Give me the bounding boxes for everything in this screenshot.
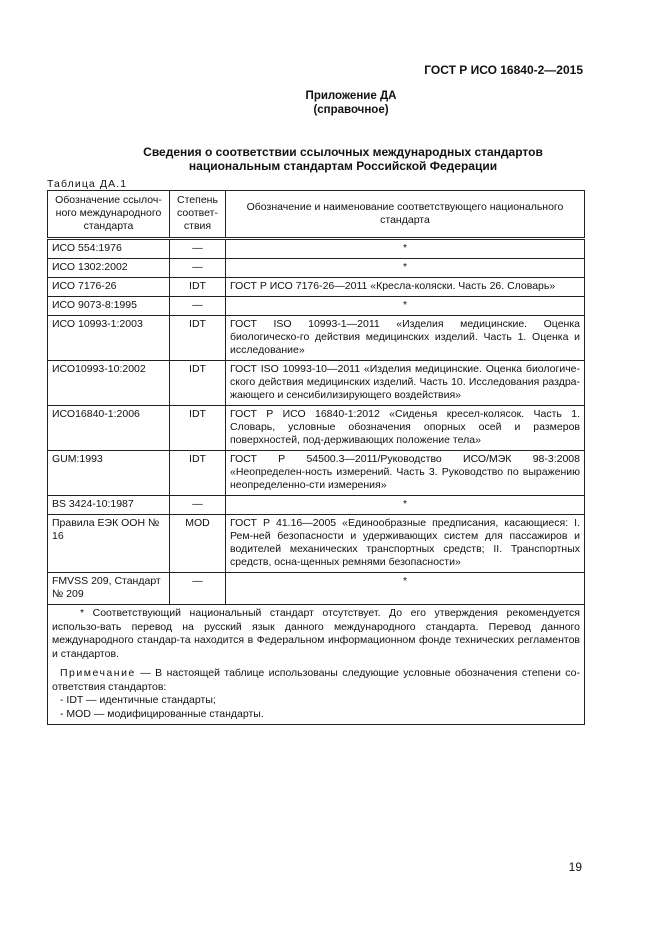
cell-degree: — [170, 573, 226, 605]
cell-national: ГОСТ Р 41.16—2005 «Единообразные предписания, касающиеся: I. Рем-ней безопасности и удерживающих систем для пассажиров и водителей механических транспортных средств; II. Транспортных средств, осна-щенных ремнями безопасности» [226, 515, 585, 573]
annex-heading [0, 89, 662, 117]
title-line-1: Сведения о соответствии ссылочных международных стандартов [143, 145, 543, 159]
cell-standard: ИСО10993-10:2002 [48, 361, 170, 406]
cell-degree: IDT [170, 451, 226, 496]
table-row [48, 451, 585, 496]
cell-degree: — [170, 297, 226, 316]
table-row [48, 573, 585, 605]
cell-degree: — [170, 239, 226, 259]
table-row [48, 259, 585, 278]
cell-national: * [226, 297, 585, 316]
header-international-standard: Обозначение ссылоч-ного международного стандарта [48, 191, 170, 239]
table-notes-row [48, 605, 585, 725]
cell-standard: ИСО 7176-26 [48, 278, 170, 297]
cell-standard: GUM:1993 [48, 451, 170, 496]
note-paragraph [52, 667, 580, 694]
document-code: ГОСТ Р ИСО 16840-2—2015 [424, 63, 583, 77]
table-row [48, 361, 585, 406]
header-degree: Степень соответ-ствия [170, 191, 226, 239]
cell-degree: IDT [170, 406, 226, 451]
cell-national: ГОСТ ISO 10993-10—2011 «Изделия медицинские. Оценка биологиче-ского действия медицинских изделий. Часть 10. Исследования раздра-жающего и сенсибилизирующего воздействия» [226, 361, 585, 406]
table-row [48, 278, 585, 297]
cell-degree: MOD [170, 515, 226, 573]
cell-national: ГОСТ Р ИСО 7176-26—2011 «Кресла-коляски. Часть 26. Словарь» [226, 278, 585, 297]
note-item-idt: - IDT — идентичные стандарты; [60, 694, 216, 706]
cell-degree: IDT [170, 316, 226, 361]
title-line-2: национальным стандартам Российской Федерации [188, 159, 498, 173]
cell-standard: ИСО 1302:2002 [48, 259, 170, 278]
cell-standard: BS 3424-10:1987 [48, 496, 170, 515]
note-label: Примечание [60, 667, 136, 679]
cell-national: * [226, 259, 585, 278]
cell-standard: ИСО16840-1:2006 [48, 406, 170, 451]
table-notes [48, 605, 585, 725]
table-row [48, 406, 585, 451]
note-text: — В настоящей таблице использованы следующие условные обозначения степени со-ответствия стандартов: [52, 667, 580, 693]
table-row [48, 239, 585, 259]
cell-national: * [226, 239, 585, 259]
cell-standard: ИСО 10993-1:2003 [48, 316, 170, 361]
table-header-row [48, 191, 585, 239]
cell-national: * [226, 573, 585, 605]
table-row [48, 496, 585, 515]
standards-table [47, 190, 585, 725]
footnote-text: * Соответствующий национальный стандарт отсутствует. До его утверждения рекомендуется использо-вать перевод на русский язык данного международного стандарта. Перевод данного международного стандар-та находится в Федеральном информационном фонде технических регламентов и стандартов. [52, 607, 580, 660]
page-number: 19 [568, 860, 582, 874]
table-row [48, 297, 585, 316]
cell-degree: — [170, 496, 226, 515]
cell-degree: IDT [170, 278, 226, 297]
cell-national: ГОСТ Р ИСО 16840-1:2012 «Сиденья кресел-колясок. Часть 1. Словарь, условные обозначения опорных осей и размеров поверхностей, под-держивающих положение тела» [226, 406, 585, 451]
table-caption: Таблица ДА.1 [47, 178, 128, 190]
header-national-standard: Обозначение и наименование соответствующего национального стандарта [226, 191, 585, 239]
table-row [48, 316, 585, 361]
cell-national: ГОСТ Р 54500.3—2011/Руководство ИСО/МЭК 98-3:2008 «Неопределен-ность измерений. Часть 3. Руководство по выражению неопределенно-сти измерения» [226, 451, 585, 496]
cell-standard: ИСО 9073-8:1995 [48, 297, 170, 316]
cell-standard: FMVSS 209, Стандарт № 209 [48, 573, 170, 605]
annex-title: Приложение ДА [305, 90, 397, 102]
note-item-mod: - MOD — модифицированные стандарты. [60, 707, 264, 720]
cell-degree: — [170, 259, 226, 278]
cell-degree: IDT [170, 361, 226, 406]
cell-standard: Правила ЕЭК ООН № 16 [48, 515, 170, 573]
cell-national: ГОСТ ISO 10993-1—2011 «Изделия медицинские. Оценка биологическо-го действия медицинских изделий. Часть 1. Оценка и исследование» [226, 316, 585, 361]
annex-subtitle: (справочное) [313, 104, 389, 116]
cell-standard: ИСО 554:1976 [48, 239, 170, 259]
table-row [48, 515, 585, 573]
cell-national: * [226, 496, 585, 515]
document-title [0, 145, 662, 173]
